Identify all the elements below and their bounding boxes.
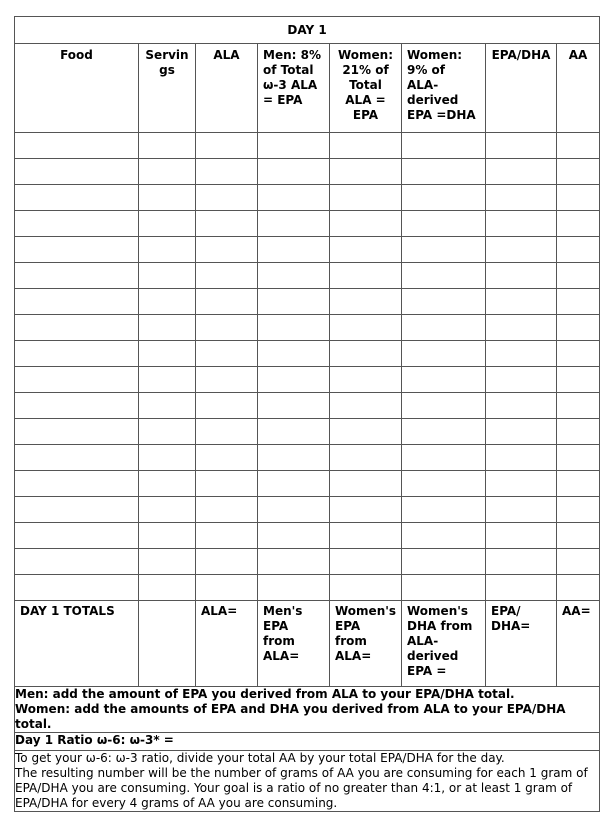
cell-food[interactable] xyxy=(15,549,139,575)
cell-epa-dha[interactable] xyxy=(486,211,557,237)
cell-ala[interactable] xyxy=(196,445,258,471)
header-women-dha: Women: 9% of ALA-derived EPA =DHA xyxy=(402,44,486,133)
header-row xyxy=(15,44,600,133)
cell-women-epa[interactable] xyxy=(330,237,402,263)
cell-men-epa[interactable] xyxy=(258,419,330,445)
table-row xyxy=(15,263,600,289)
cell-ala[interactable] xyxy=(196,211,258,237)
cell-aa[interactable] xyxy=(557,315,600,341)
cell-aa[interactable] xyxy=(557,237,600,263)
cell-servings[interactable] xyxy=(139,393,196,419)
cell-epa-dha[interactable] xyxy=(486,549,557,575)
cell-food[interactable] xyxy=(15,445,139,471)
cell-men-epa[interactable] xyxy=(258,549,330,575)
note-men: Men: add the amount of EPA you derived from ALA to your EPA/DHA total. xyxy=(15,687,515,701)
cell-ala[interactable] xyxy=(196,315,258,341)
cell-women-epa[interactable] xyxy=(330,575,402,601)
totals-ala[interactable]: ALA= xyxy=(196,601,258,687)
cell-ala[interactable] xyxy=(196,575,258,601)
cell-ala[interactable] xyxy=(196,523,258,549)
cell-women-epa[interactable] xyxy=(330,445,402,471)
totals-note xyxy=(15,687,600,733)
cell-women-epa[interactable] xyxy=(330,341,402,367)
cell-aa[interactable] xyxy=(557,419,600,445)
cell-men-epa[interactable] xyxy=(258,575,330,601)
cell-women-epa[interactable] xyxy=(330,159,402,185)
table-row xyxy=(15,211,600,237)
cell-women-dha[interactable] xyxy=(402,497,486,523)
cell-ala[interactable] xyxy=(196,393,258,419)
cell-aa[interactable] xyxy=(557,549,600,575)
header-women-epa: Women: 21% of Total ALA = EPA xyxy=(330,44,402,133)
cell-ala[interactable] xyxy=(196,419,258,445)
cell-women-dha[interactable] xyxy=(402,549,486,575)
cell-epa-dha[interactable] xyxy=(486,315,557,341)
cell-women-dha[interactable] xyxy=(402,341,486,367)
day-log-sheet xyxy=(14,16,599,812)
cell-food[interactable] xyxy=(15,133,139,159)
header-food: Food xyxy=(15,44,139,133)
explanation-line-1: To get your ω-6: ω-3 ratio, divide your total AA by your total EPA/DHA for the day. xyxy=(15,751,505,765)
table-row xyxy=(15,185,600,211)
cell-ala[interactable] xyxy=(196,289,258,315)
cell-food[interactable] xyxy=(15,185,139,211)
cell-aa[interactable] xyxy=(557,393,600,419)
totals-men-epa[interactable]: Men's EPA from ALA= xyxy=(258,601,330,687)
cell-women-dha[interactable] xyxy=(402,211,486,237)
cell-men-epa[interactable] xyxy=(258,393,330,419)
cell-aa[interactable] xyxy=(557,341,600,367)
cell-men-epa[interactable] xyxy=(258,497,330,523)
table-row xyxy=(15,497,600,523)
cell-aa[interactable] xyxy=(557,211,600,237)
cell-servings[interactable] xyxy=(139,471,196,497)
cell-men-epa[interactable] xyxy=(258,471,330,497)
cell-aa[interactable] xyxy=(557,367,600,393)
cell-ala[interactable] xyxy=(196,159,258,185)
cell-ala[interactable] xyxy=(196,367,258,393)
cell-epa-dha[interactable] xyxy=(486,341,557,367)
cell-servings[interactable] xyxy=(139,367,196,393)
cell-aa[interactable] xyxy=(557,497,600,523)
cell-epa-dha[interactable] xyxy=(486,263,557,289)
table-row xyxy=(15,367,600,393)
cell-men-epa[interactable] xyxy=(258,211,330,237)
cell-servings[interactable] xyxy=(139,289,196,315)
cell-aa[interactable] xyxy=(557,159,600,185)
cell-servings[interactable] xyxy=(139,315,196,341)
cell-epa-dha[interactable] xyxy=(486,445,557,471)
cell-epa-dha[interactable] xyxy=(486,575,557,601)
header-men-epa: Men: 8% of Total ω-3 ALA = EPA xyxy=(258,44,330,133)
cell-men-epa[interactable] xyxy=(258,159,330,185)
cell-food[interactable] xyxy=(15,419,139,445)
table-row xyxy=(15,523,600,549)
totals-women-dha[interactable]: Women's DHA from ALA-derived EPA = xyxy=(402,601,486,687)
cell-food[interactable] xyxy=(15,341,139,367)
cell-women-dha[interactable] xyxy=(402,575,486,601)
cell-food[interactable] xyxy=(15,523,139,549)
cell-women-dha[interactable] xyxy=(402,471,486,497)
cell-men-epa[interactable] xyxy=(258,367,330,393)
totals-servings[interactable] xyxy=(139,601,196,687)
ratio-field[interactable]: Day 1 Ratio ω-6: ω-3* = xyxy=(15,733,600,751)
ratio-explanation xyxy=(15,751,600,812)
cell-women-epa[interactable] xyxy=(330,289,402,315)
cell-epa-dha[interactable] xyxy=(486,523,557,549)
cell-epa-dha[interactable] xyxy=(486,367,557,393)
totals-women-epa[interactable]: Women's EPA from ALA= xyxy=(330,601,402,687)
cell-aa[interactable] xyxy=(557,133,600,159)
cell-epa-dha[interactable] xyxy=(486,471,557,497)
cell-servings[interactable] xyxy=(139,497,196,523)
cell-servings[interactable] xyxy=(139,575,196,601)
cell-ala[interactable] xyxy=(196,263,258,289)
explanation-line-2: The resulting number will be the number of grams of AA you are consuming for each 1 gram of EPA/DHA you are consuming. Your goal is a ratio of no greater than 4:1, or at least 1 gram of EPA/DHA for every 4 grams of AA you are consuming. xyxy=(15,766,588,810)
cell-servings[interactable] xyxy=(139,263,196,289)
cell-women-dha[interactable] xyxy=(402,263,486,289)
cell-women-epa[interactable] xyxy=(330,211,402,237)
cell-aa[interactable] xyxy=(557,575,600,601)
totals-row xyxy=(15,601,600,687)
cell-women-epa[interactable] xyxy=(330,471,402,497)
cell-women-dha[interactable] xyxy=(402,185,486,211)
cell-ala[interactable] xyxy=(196,341,258,367)
cell-aa[interactable] xyxy=(557,185,600,211)
food-log-table xyxy=(14,16,600,812)
cell-men-epa[interactable] xyxy=(258,263,330,289)
cell-food[interactable] xyxy=(15,367,139,393)
cell-ala[interactable] xyxy=(196,185,258,211)
cell-aa[interactable] xyxy=(557,445,600,471)
cell-women-dha[interactable] xyxy=(402,393,486,419)
cell-epa-dha[interactable] xyxy=(486,419,557,445)
cell-ala[interactable] xyxy=(196,471,258,497)
table-row xyxy=(15,471,600,497)
totals-label: DAY 1 TOTALS xyxy=(15,601,139,687)
cell-food[interactable] xyxy=(15,263,139,289)
cell-servings[interactable] xyxy=(139,341,196,367)
cell-ala[interactable] xyxy=(196,549,258,575)
table-row xyxy=(15,341,600,367)
cell-men-epa[interactable] xyxy=(258,133,330,159)
cell-food[interactable] xyxy=(15,315,139,341)
cell-epa-dha[interactable] xyxy=(486,237,557,263)
cell-food[interactable] xyxy=(15,237,139,263)
cell-women-epa[interactable] xyxy=(330,315,402,341)
cell-ala[interactable] xyxy=(196,133,258,159)
cell-servings[interactable] xyxy=(139,133,196,159)
cell-women-epa[interactable] xyxy=(330,497,402,523)
cell-servings[interactable] xyxy=(139,445,196,471)
cell-epa-dha[interactable] xyxy=(486,133,557,159)
cell-men-epa[interactable] xyxy=(258,315,330,341)
table-row xyxy=(15,575,600,601)
cell-women-epa[interactable] xyxy=(330,263,402,289)
table-row xyxy=(15,393,600,419)
cell-ala[interactable] xyxy=(196,237,258,263)
totals-epa-dha[interactable]: EPA/ DHA= xyxy=(486,601,557,687)
cell-women-epa[interactable] xyxy=(330,393,402,419)
day-title: DAY 1 xyxy=(15,17,600,44)
cell-food[interactable] xyxy=(15,471,139,497)
table-row xyxy=(15,419,600,445)
table-row xyxy=(15,549,600,575)
cell-men-epa[interactable] xyxy=(258,523,330,549)
cell-servings[interactable] xyxy=(139,523,196,549)
cell-women-dha[interactable] xyxy=(402,289,486,315)
table-row xyxy=(15,237,600,263)
cell-men-epa[interactable] xyxy=(258,341,330,367)
cell-women-epa[interactable] xyxy=(330,185,402,211)
cell-aa[interactable] xyxy=(557,263,600,289)
header-epa-dha: EPA/DHA xyxy=(486,44,557,133)
cell-women-epa[interactable] xyxy=(330,549,402,575)
cell-servings[interactable] xyxy=(139,237,196,263)
cell-women-dha[interactable] xyxy=(402,315,486,341)
cell-ala[interactable] xyxy=(196,497,258,523)
cell-servings[interactable] xyxy=(139,419,196,445)
cell-servings[interactable] xyxy=(139,549,196,575)
cell-servings[interactable] xyxy=(139,159,196,185)
cell-food[interactable] xyxy=(15,497,139,523)
cell-women-epa[interactable] xyxy=(330,133,402,159)
table-row xyxy=(15,133,600,159)
cell-men-epa[interactable] xyxy=(258,185,330,211)
cell-women-dha[interactable] xyxy=(402,445,486,471)
cell-men-epa[interactable] xyxy=(258,237,330,263)
cell-food[interactable] xyxy=(15,211,139,237)
cell-aa[interactable] xyxy=(557,523,600,549)
cell-men-epa[interactable] xyxy=(258,289,330,315)
cell-food[interactable] xyxy=(15,289,139,315)
cell-women-epa[interactable] xyxy=(330,419,402,445)
cell-aa[interactable] xyxy=(557,289,600,315)
cell-food[interactable] xyxy=(15,393,139,419)
table-row xyxy=(15,315,600,341)
cell-women-dha[interactable] xyxy=(402,367,486,393)
header-aa: AA xyxy=(557,44,600,133)
cell-epa-dha[interactable] xyxy=(486,289,557,315)
cell-aa[interactable] xyxy=(557,471,600,497)
cell-epa-dha[interactable] xyxy=(486,393,557,419)
header-ala: ALA xyxy=(196,44,258,133)
cell-women-dha[interactable] xyxy=(402,419,486,445)
cell-epa-dha[interactable] xyxy=(486,159,557,185)
cell-food[interactable] xyxy=(15,575,139,601)
cell-women-dha[interactable] xyxy=(402,237,486,263)
note-women: Women: add the amounts of EPA and DHA you derived from ALA to your EPA/DHA total. xyxy=(15,702,566,731)
table-row xyxy=(15,445,600,471)
cell-women-epa[interactable] xyxy=(330,367,402,393)
cell-men-epa[interactable] xyxy=(258,445,330,471)
cell-epa-dha[interactable] xyxy=(486,185,557,211)
cell-women-dha[interactable] xyxy=(402,523,486,549)
header-servings: Servin gs xyxy=(139,44,196,133)
cell-food[interactable] xyxy=(15,159,139,185)
table-row xyxy=(15,159,600,185)
cell-women-dha[interactable] xyxy=(402,159,486,185)
cell-women-epa[interactable] xyxy=(330,523,402,549)
cell-epa-dha[interactable] xyxy=(486,497,557,523)
cell-servings[interactable] xyxy=(139,211,196,237)
cell-women-dha[interactable] xyxy=(402,133,486,159)
totals-aa[interactable]: AA= xyxy=(557,601,600,687)
cell-servings[interactable] xyxy=(139,185,196,211)
table-row xyxy=(15,289,600,315)
